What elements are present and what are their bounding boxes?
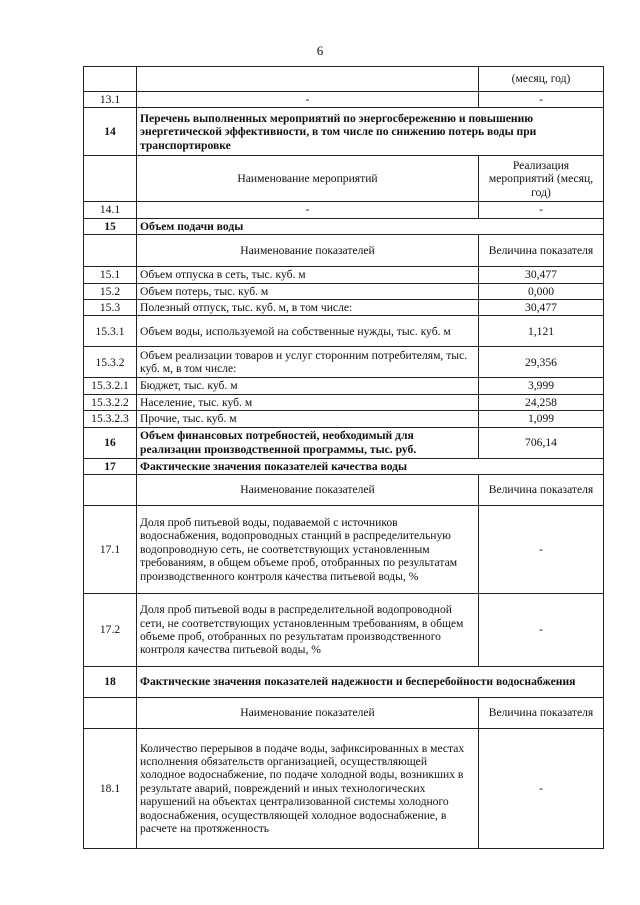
table-row bbox=[84, 202, 604, 218]
row-text: Объем воды, используемой на собственные нужды, тыс. куб. м bbox=[137, 316, 479, 347]
header-row bbox=[84, 156, 604, 202]
row-value: 30,477 bbox=[479, 300, 604, 316]
row-number: 15.3.2.2 bbox=[84, 394, 137, 410]
row-text: Полезный отпуск, тыс. куб. м, в том числе: bbox=[137, 300, 479, 316]
row-text bbox=[137, 67, 479, 92]
row-text: Объем реализации товаров и услуг сторонним потребителям, тыс. куб. м, в том числе: bbox=[137, 347, 479, 378]
section-row bbox=[84, 108, 604, 156]
row-value: 706,14 bbox=[479, 427, 604, 458]
row-number: 18.1 bbox=[84, 729, 137, 849]
header-row bbox=[84, 475, 604, 506]
section-title: Перечень выполненных мероприятий по энергосбережению и повышению энергетической эффективности, в том числе по снижению потерь воды при транспортировке bbox=[137, 108, 604, 156]
row-value: 24,258 bbox=[479, 394, 604, 410]
column-header-name: Наименование показателей bbox=[137, 235, 479, 267]
row-number: 13.1 bbox=[84, 92, 137, 108]
row-value: 30,477 bbox=[479, 267, 604, 283]
row-value: 3,999 bbox=[479, 378, 604, 394]
section-title: Фактические значения показателей качества воды bbox=[137, 458, 604, 474]
row-number bbox=[84, 156, 137, 202]
column-header-name: Наименование мероприятий bbox=[137, 156, 479, 202]
row-number bbox=[84, 235, 137, 267]
table-row bbox=[84, 300, 604, 316]
row-number: 15.3.2.1 bbox=[84, 378, 137, 394]
row-number: 15.3 bbox=[84, 300, 137, 316]
column-header-value: Величина показателя bbox=[479, 698, 604, 729]
row-number: 14.1 bbox=[84, 202, 137, 218]
row-number bbox=[84, 67, 137, 92]
table-row bbox=[84, 283, 604, 299]
table-row bbox=[84, 316, 604, 347]
section-title: Объем подачи воды bbox=[137, 218, 604, 234]
column-header-name: Наименование показателей bbox=[137, 698, 479, 729]
indicators-table bbox=[83, 66, 604, 849]
row-number: 15.3.2 bbox=[84, 347, 137, 378]
section-number: 15 bbox=[84, 218, 137, 234]
section-row bbox=[84, 458, 604, 474]
section-row bbox=[84, 218, 604, 234]
table-row bbox=[84, 729, 604, 849]
section-number: 18 bbox=[84, 667, 137, 698]
row-value: (месяц, год) bbox=[479, 67, 604, 92]
row-number: 15.3.2.3 bbox=[84, 411, 137, 427]
row-number: 15.1 bbox=[84, 267, 137, 283]
column-header-name: Наименование показателей bbox=[137, 475, 479, 506]
table-row bbox=[84, 411, 604, 427]
section-number: 17 bbox=[84, 458, 137, 474]
row-text: Население, тыс. куб. м bbox=[137, 394, 479, 410]
column-header-value: Величина показателя bbox=[479, 235, 604, 267]
section-number: 14 bbox=[84, 108, 137, 156]
header-row bbox=[84, 698, 604, 729]
row-text: - bbox=[137, 92, 479, 108]
row-number: 15.2 bbox=[84, 283, 137, 299]
page-number: 6 bbox=[316, 43, 324, 58]
header-row bbox=[84, 235, 604, 267]
row-value: 1,099 bbox=[479, 411, 604, 427]
row-number: 15.3.1 bbox=[84, 316, 137, 347]
table-row bbox=[84, 506, 604, 594]
row-value: - bbox=[479, 202, 604, 218]
table-row bbox=[84, 347, 604, 378]
section-title: Фактические значения показателей надежности и бесперебойности водоснабжения bbox=[137, 667, 604, 698]
section-number: 16 bbox=[84, 427, 137, 458]
row-number bbox=[84, 475, 137, 506]
table-row bbox=[84, 394, 604, 410]
row-value: 1,121 bbox=[479, 316, 604, 347]
row-value: - bbox=[479, 92, 604, 108]
row-value: - bbox=[479, 729, 604, 849]
row-text: Объем отпуска в сеть, тыс. куб. м bbox=[137, 267, 479, 283]
column-header-value: Реализация мероприятий (месяц, год) bbox=[479, 156, 604, 202]
row-text: Бюджет, тыс. куб. м bbox=[137, 378, 479, 394]
row-text: Доля проб питьевой воды в распределительной водопроводной сети, не соответствующих установленным требованиям, в общем объеме проб, отобранных по результатам производственного контроля качества питьевой воды, % bbox=[137, 594, 479, 667]
row-text: Доля проб питьевой воды, подаваемой с источников водоснабжения, водопроводных станций в распределительную водопроводную сеть, не соответствующих установленным требованиям, в общем объеме проб, отобранных по результатам производственного контроля качества питьевой воды, % bbox=[137, 506, 479, 594]
row-text: - bbox=[137, 202, 479, 218]
section-row bbox=[84, 427, 604, 458]
table-row bbox=[84, 92, 604, 108]
row-number: 17.2 bbox=[84, 594, 137, 667]
section-row bbox=[84, 667, 604, 698]
row-value: 29,356 bbox=[479, 347, 604, 378]
row-value: - bbox=[479, 506, 604, 594]
row-value: 0,000 bbox=[479, 283, 604, 299]
row-number bbox=[84, 698, 137, 729]
table-row bbox=[84, 378, 604, 394]
row-number: 17.1 bbox=[84, 506, 137, 594]
table-row bbox=[84, 67, 604, 92]
row-text: Прочие, тыс. куб. м bbox=[137, 411, 479, 427]
row-value: - bbox=[479, 594, 604, 667]
row-text: Объем потерь, тыс. куб. м bbox=[137, 283, 479, 299]
row-text: Количество перерывов в подаче воды, зафиксированных в местах исполнения обязательств организацией, осуществляющей холодное водоснабжение, по подаче холодной воды, возникших в результате аварий, повреждений и иных технологических нарушений на объектах централизованной системы холодного водоснабжения, осуществляющей холодное водоснабжение, в расчете на протяженность bbox=[137, 729, 479, 849]
column-header-value: Величина показателя bbox=[479, 475, 604, 506]
table-row bbox=[84, 594, 604, 667]
table-row bbox=[84, 267, 604, 283]
section-title: Объем финансовых потребностей, необходимый для реализации производственной программы, тыс. руб. bbox=[137, 427, 479, 458]
